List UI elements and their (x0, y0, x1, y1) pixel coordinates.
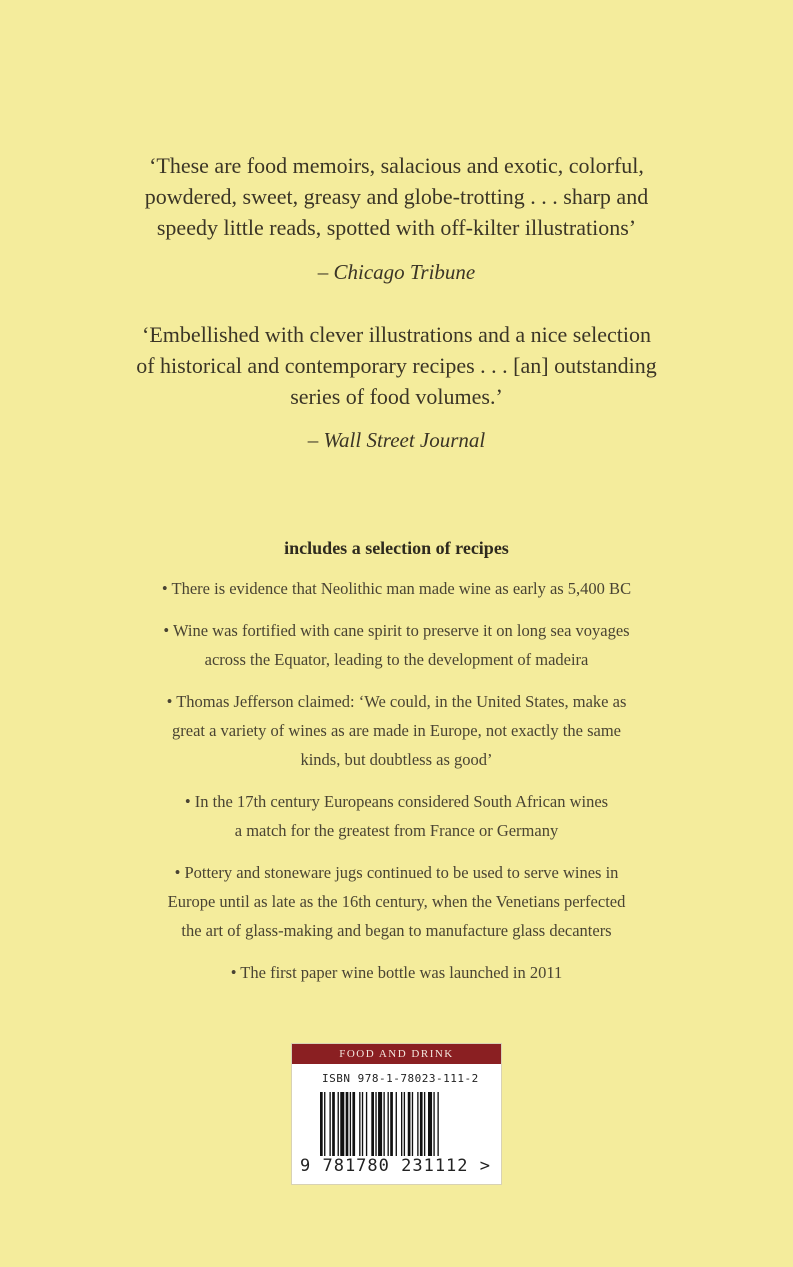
fact-item: • Wine was fortified with cane spirit to preserve it on long sea voyages across the Equator, leading to the development of madeira (163, 621, 630, 669)
fact-item: • There is evidence that Neolithic man made wine as early as 5,400 BC (161, 579, 632, 598)
barcode-bar (320, 1092, 323, 1156)
barcode-bar (383, 1092, 384, 1156)
barcode-bar (324, 1092, 325, 1156)
barcode-bar (340, 1092, 344, 1156)
barcode-bar (428, 1092, 432, 1156)
quote-chicago-tribune (60, 150, 733, 243)
barcode-bar (375, 1092, 376, 1156)
quote-line: series of food volumes.’ (290, 384, 503, 409)
barcode-digits: 9 781780 231112 > (300, 1156, 491, 1176)
barcode-bar (359, 1092, 360, 1156)
barcode-bar (396, 1092, 397, 1156)
barcode-bar (366, 1092, 367, 1156)
barcode-bar (338, 1092, 339, 1156)
quote-source-chicago-tribune: – Chicago Tribune (317, 260, 476, 284)
barcode-bar (424, 1092, 425, 1156)
barcode-bar (371, 1092, 374, 1156)
barcode-bar (329, 1092, 330, 1156)
quote-line: of historical and contemporary recipes . . . [an] outstanding (136, 353, 657, 378)
barcode-bar (350, 1092, 351, 1156)
barcode-bar (332, 1092, 335, 1156)
quote-line: speedy little reads, spotted with off-kilter illustrations’ (156, 215, 637, 240)
barcode-bar (352, 1092, 355, 1156)
category-label: FOOD AND DRINK (292, 1044, 501, 1064)
fact-item: • In the 17th century Europeans considered South African wines a match for the greatest from France or Germany (184, 792, 609, 840)
barcode-bar (408, 1092, 411, 1156)
barcode-bar (404, 1092, 405, 1156)
barcode-bar (388, 1092, 389, 1156)
quote-line: ‘These are food memoirs, salacious and exotic, colorful, (149, 153, 644, 178)
quote-line: powdered, sweet, greasy and globe-trotting . . . sharp and (144, 184, 649, 209)
fact-item: • The first paper wine bottle was launched in 2011 (230, 963, 563, 982)
barcode-image (320, 1092, 474, 1156)
barcode-bar (412, 1092, 413, 1156)
fact-item: • Pottery and stoneware jugs continued to be used to serve wines in Europe until as late as the 16th century, when the Venetians perfected the art of glass-making and began to manufacture glass decanters (167, 863, 626, 940)
fact-item: • Thomas Jefferson claimed: ‘We could, in the United States, make as great a variety of wines as are made in Europe, not exactly the same kinds, but doubtless as good’ (166, 692, 627, 769)
barcode-bar (420, 1092, 423, 1156)
barcode-bar (401, 1092, 402, 1156)
barcode-box (292, 1044, 501, 1184)
barcode-bar (417, 1092, 418, 1156)
quote-source-wall-street-journal: – Wall Street Journal (307, 428, 486, 452)
barcode-bar (433, 1092, 434, 1156)
facts-list (70, 574, 723, 1000)
barcode-bar (362, 1092, 363, 1156)
barcode-bar (390, 1092, 393, 1156)
barcode-bar (437, 1092, 438, 1156)
barcode-bar (378, 1092, 382, 1156)
quote-wall-street-journal (60, 319, 733, 412)
isbn-text: ISBN 978-1-78023-111-2 (322, 1072, 479, 1085)
section-heading: includes a selection of recipes (284, 538, 509, 558)
quote-line: ‘Embellished with clever illustrations and a nice selection (142, 322, 651, 347)
barcode-bar (346, 1092, 349, 1156)
